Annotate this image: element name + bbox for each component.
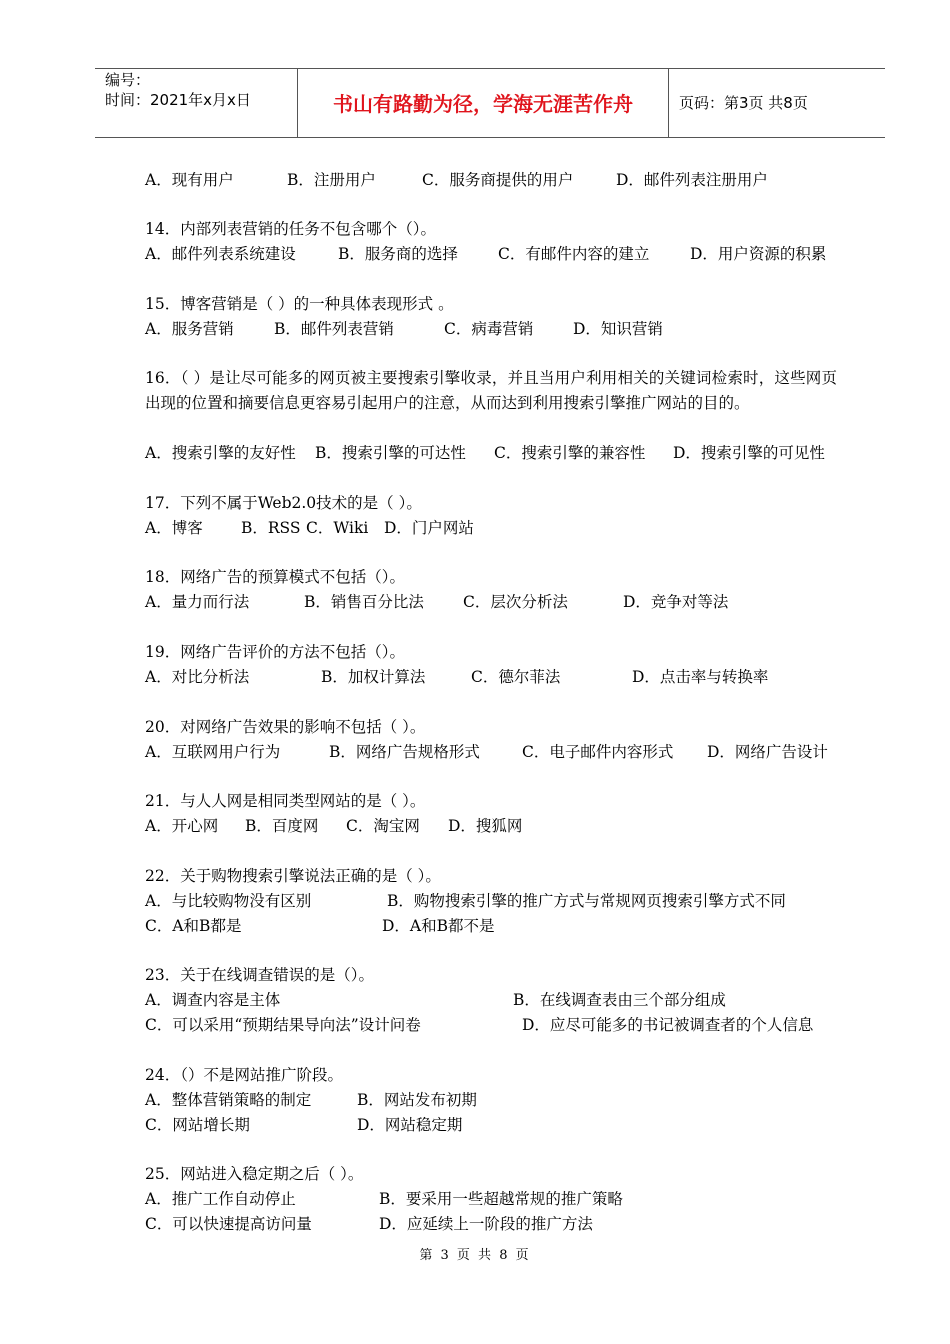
q15-option-a: A．服务营销	[145, 320, 234, 338]
header-page-cell	[669, 69, 885, 137]
q19-option-c: C．德尔菲法	[471, 668, 561, 686]
q19-option-d: D．点击率与转换率	[632, 668, 769, 686]
q19-option-a: A．对比分析法	[145, 668, 250, 686]
q20-stem: 20．对网络广告效果的影响不包括（ ）。	[145, 718, 426, 736]
q23-option-b: B．在线调查表由三个部分组成	[513, 991, 726, 1009]
q20-option-b: B．网络广告规格形式	[329, 743, 480, 761]
doc-number-label: 编号：	[105, 71, 151, 89]
q17-option-d: D．门户网站	[384, 519, 474, 537]
q25-option-a: A．推广工作自动停止	[145, 1190, 296, 1208]
q14-option-d: D．用户资源的积累	[690, 245, 827, 263]
q24-option-a: A．整体营销策略的制定	[145, 1091, 312, 1109]
q17-option-c: C．Wiki	[306, 519, 369, 537]
q15-stem: 15．博客营销是（ ）的一种具体表现形式 。	[145, 295, 454, 313]
q13-option-d: D．邮件列表注册用户	[616, 171, 768, 189]
document-header	[95, 68, 885, 138]
q23-option-c: C．可以采用“预期结果导向法”设计问卷	[145, 1016, 421, 1034]
q14-stem: 14．内部列表营销的任务不包含哪个（）。	[145, 220, 436, 238]
q25-option-b: B．要采用一些超越常规的推广策略	[379, 1190, 623, 1208]
q22-option-d: D．A和B都不是	[382, 917, 495, 935]
q16-stem: 16．（ ）是让尽可能多的网页被主要搜索引擎收录，并且当用户利用相关的关键词检索时，这些网页出现的位置和摘要信息更容易引起用户的注意，从而达到利用搜索引擎推广网站的目的。	[145, 369, 837, 412]
header-page-info: 页码：第3页 共8页	[679, 94, 808, 112]
q20-option-d: D．网络广告设计	[707, 743, 828, 761]
q24-option-d: D．网站稳定期	[357, 1116, 463, 1134]
q16-option-d: D．搜索引擎的可见性	[673, 444, 825, 462]
q13-option-b: B．注册用户	[287, 171, 376, 189]
q17-option-b: B．RSS	[241, 519, 301, 537]
q20-option-a: A．互联网用户行为	[145, 743, 281, 761]
q22-option-a: A．与比较购物没有区别	[145, 892, 312, 910]
q21-stem: 21．与人人网是相同类型网站的是（ ）。	[145, 792, 426, 810]
q22-option-b: B．购物搜索引擎的推广方式与常规网页搜索引擎方式不同	[387, 892, 786, 910]
q15-option-c: C．病毒营销	[444, 320, 534, 338]
q25-stem: 25．网站进入稳定期之后（ ）。	[145, 1165, 364, 1183]
q21-option-b: B．百度网	[245, 817, 319, 835]
q13-option-a: A．现有用户	[145, 171, 234, 189]
q15-option-b: B．邮件列表营销	[274, 320, 394, 338]
q21-option-a: A．开心网	[145, 817, 219, 835]
q24-stem: 24．（）不是网站推广阶段。	[145, 1066, 343, 1084]
header-meta-cell	[95, 69, 298, 137]
q18-option-b: B．销售百分比法	[304, 593, 424, 611]
q13-option-c: C．服务商提供的用户	[422, 171, 574, 189]
q24-option-b: B．网站发布初期	[357, 1091, 477, 1109]
doc-time-label: 时间：2021年x月x日	[105, 91, 251, 109]
q18-option-c: C．层次分析法	[463, 593, 568, 611]
q18-option-a: A．量力而行法	[145, 593, 250, 611]
q19-option-b: B．加权计算法	[321, 668, 426, 686]
header-motto-cell	[298, 69, 669, 137]
q23-option-d: D．应尽可能多的书记被调查者的个人信息	[522, 1016, 814, 1034]
q16-option-a: A．搜索引擎的友好性	[145, 444, 296, 462]
q21-option-d: D．搜狐网	[448, 817, 523, 835]
q20-option-c: C．电子邮件内容形式	[522, 743, 674, 761]
q19-stem: 19．网络广告评价的方法不包括（）。	[145, 643, 405, 661]
q14-option-a: A．邮件列表系统建设	[145, 245, 296, 263]
q18-stem: 18．网络广告的预算模式不包括（）。	[145, 568, 405, 586]
q14-option-c: C．有邮件内容的建立	[498, 245, 650, 263]
q14-option-b: B．服务商的选择	[338, 245, 458, 263]
q24-option-c: C．网站增长期	[145, 1116, 250, 1134]
q18-option-d: D．竞争对等法	[623, 593, 729, 611]
q16-option-c: C．搜索引擎的兼容性	[494, 444, 646, 462]
q22-option-c: C．A和B都是	[145, 917, 242, 935]
q15-option-d: D．知识营销	[573, 320, 663, 338]
q16-option-b: B．搜索引擎的可达性	[315, 444, 466, 462]
q23-stem: 23．关于在线调查错误的是（）。	[145, 966, 374, 984]
header-motto: 书山有路勤为径，学海无涯苦作舟	[333, 92, 633, 116]
page-footer: 第 3 页 共 8 页	[419, 1248, 531, 1263]
q25-option-c: C．可以快速提高访问量	[145, 1215, 312, 1233]
q17-option-a: A．博客	[145, 519, 203, 537]
q21-option-c: C．淘宝网	[346, 817, 420, 835]
q22-stem: 22．关于购物搜索引擎说法正确的是（ ）。	[145, 867, 441, 885]
q17-stem: 17．下列不属于Web2.0技术的是（ ）。	[145, 494, 422, 512]
q25-option-d: D．应延续上一阶段的推广方法	[379, 1215, 593, 1233]
q23-option-a: A．调查内容是主体	[145, 991, 281, 1009]
